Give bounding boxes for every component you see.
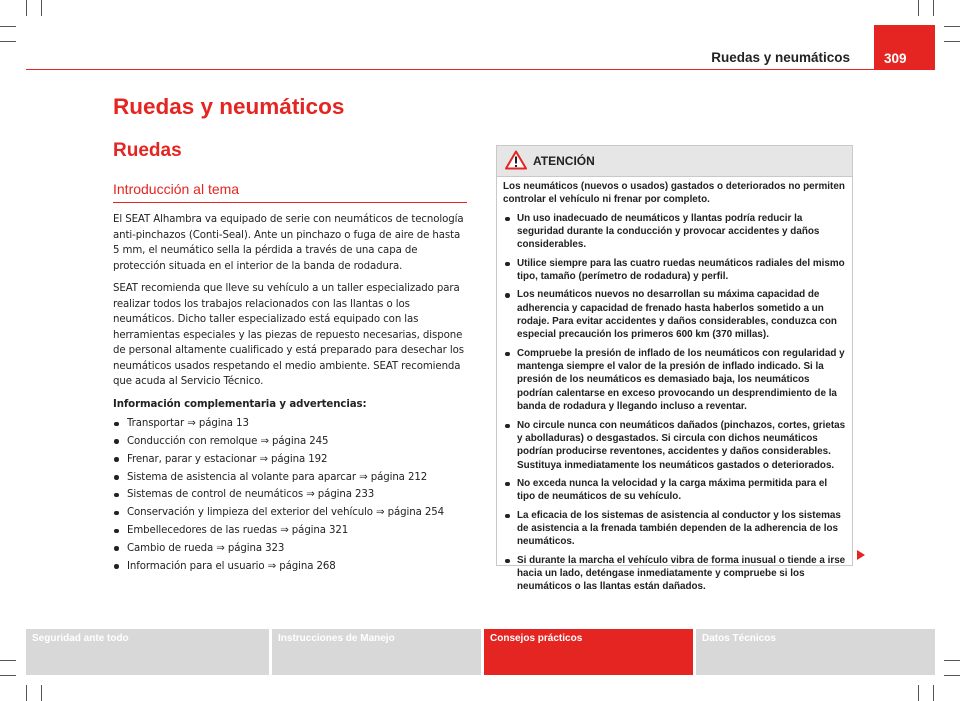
crop-mark <box>26 0 27 16</box>
crop-mark <box>0 675 16 676</box>
crop-mark <box>944 41 960 42</box>
subsection-divider <box>113 202 467 203</box>
cross-reference-link[interactable]: Conducción con remolque ⇒ página 245 <box>113 434 469 450</box>
cross-reference-link[interactable]: Sistema de asistencia al volante para aparcar ⇒ página 212 <box>113 470 469 486</box>
warning-intro: Los neumáticos (nuevos o usados) gastados o deteriorados no permiten controlar el vehículo ni frenar por completo. <box>503 181 845 206</box>
warning-item: Compruebe la presión de inflado de los neumáticos con regularidad y mantenga siempre el valor de la presión de inflado indicado. Si la presión de los neumáticos es demasiado baja, los neumáticos podrían calentarse en exceso provocando un desprendimiento de la banda de rodadura y llegando incluso a reventar. <box>503 347 846 414</box>
warning-item: Los neumáticos nuevos no desarrollan su máxima capacidad de adherencia y capacidad de frenado hasta haberlos sometido a un rodaje. Para evitar accidentes y daños considerables, conduzca con especial precaución los primeros 600 km (370 millas). <box>503 288 846 341</box>
crop-mark <box>933 0 934 16</box>
crop-mark <box>0 26 16 27</box>
continue-arrow-icon <box>857 550 865 560</box>
intro-paragraph: El SEAT Alhambra va equipado de serie con neumáticos de tecnología anti-pinchazos (Conti-Seal). Ante un pinchazo o fuga de aire de hasta 5 mm, el neumático sella la pérdida a través de una capa de protección situada en el interior de la banda de rodadura. <box>113 214 464 272</box>
cross-reference-link[interactable]: Conservación y limpieza del exterior del vehículo ⇒ página 254 <box>113 505 469 521</box>
crop-mark <box>0 660 16 661</box>
section-title: Ruedas <box>113 140 182 161</box>
intro-paragraph: SEAT recomienda que lleve su vehículo a un taller especializado para realizar todos los trabajos relacionados con las llantas o los neumáticos. Dicho taller especializado está equipado con las herramientas especiales y las piezas de repuesto necesarias, dispone de personal altamente cualificado y está preparado para desechar los neumáticos usados respetando el medio ambiente. SEAT recomienda que acuda al Servicio Técnico. <box>113 283 464 387</box>
page-number-box <box>874 25 935 70</box>
tab-seguridad[interactable]: Seguridad ante todo <box>26 629 269 675</box>
footer-tab-bar <box>26 629 935 675</box>
crop-mark <box>918 685 919 701</box>
crop-mark <box>41 0 42 16</box>
crop-mark <box>944 675 960 676</box>
warning-triangle-icon <box>505 150 527 170</box>
crop-mark <box>944 26 960 27</box>
warning-body <box>497 177 852 594</box>
cross-reference-link[interactable]: Frenar, parar y estacionar ⇒ página 192 <box>113 452 469 468</box>
subsection-title: Introducción al tema <box>113 181 240 197</box>
warning-item: Un uso inadecuado de neumáticos y llantas podría reducir la seguridad durante la conducción y provocar accidentes y daños considerables. <box>503 212 846 252</box>
complementary-heading: Información complementaria y advertencias: <box>113 398 367 410</box>
crop-mark <box>944 660 960 661</box>
cross-reference-link[interactable]: Cambio de rueda ⇒ página 323 <box>113 541 469 557</box>
warning-item: Utilice siempre para las cuatro ruedas neumáticos radiales del mismo tipo, tamaño (perímetro de rodadura) y perfil. <box>503 257 846 284</box>
cross-reference-link[interactable]: Embellecedores de las ruedas ⇒ página 321 <box>113 523 469 539</box>
warning-item: Si durante la marcha el vehículo vibra de forma inusual o tiende a irse hacia un lado, deténgase inmediatamente y compruebe si los neumáticos o las llantas están dañados. <box>503 554 846 594</box>
cross-reference-link[interactable]: Información para el usuario ⇒ página 268 <box>113 559 469 575</box>
complementary-list <box>113 416 469 574</box>
warning-title: ATENCIÓN <box>533 154 595 168</box>
warning-item: La eficacia de los sistemas de asistencia al conductor y los sistemas de asistencia a la frenada también dependen de la adherencia de los neumáticos. <box>503 509 846 549</box>
warning-item: No circule nunca con neumáticos dañados (pinchazos, cortes, grietas y abolladuras) o desgastados. Si circula con dichos neumáticos podrían producirse reventones, accidentes y daños considerables. Sustituya inmediatamente los neumáticos gastados o deteriorados. <box>503 419 846 472</box>
warning-item: No exceda nunca la velocidad y la carga máxima permitida para el tipo de neumáticos de su vehículo. <box>503 477 846 504</box>
cross-reference-link[interactable]: Sistemas de control de neumáticos ⇒ página 233 <box>113 487 469 503</box>
warning-header <box>497 146 852 177</box>
running-header-title: Ruedas y neumáticos <box>711 50 850 65</box>
cross-reference-link[interactable]: Transportar ⇒ página 13 <box>113 416 469 432</box>
crop-mark <box>26 685 27 701</box>
crop-mark <box>933 685 934 701</box>
warning-box <box>496 145 853 593</box>
left-column <box>113 212 469 577</box>
crop-mark <box>918 0 919 16</box>
page-number: 309 <box>884 51 907 66</box>
header-divider <box>26 69 935 70</box>
crop-mark <box>0 41 16 42</box>
tab-datos[interactable]: Datos Técnicos <box>696 629 935 675</box>
crop-mark <box>41 685 42 701</box>
chapter-title: Ruedas y neumáticos <box>113 94 345 119</box>
tab-instrucciones[interactable]: Instrucciones de Manejo <box>272 629 481 675</box>
tab-consejos[interactable]: Consejos prácticos <box>484 629 693 675</box>
